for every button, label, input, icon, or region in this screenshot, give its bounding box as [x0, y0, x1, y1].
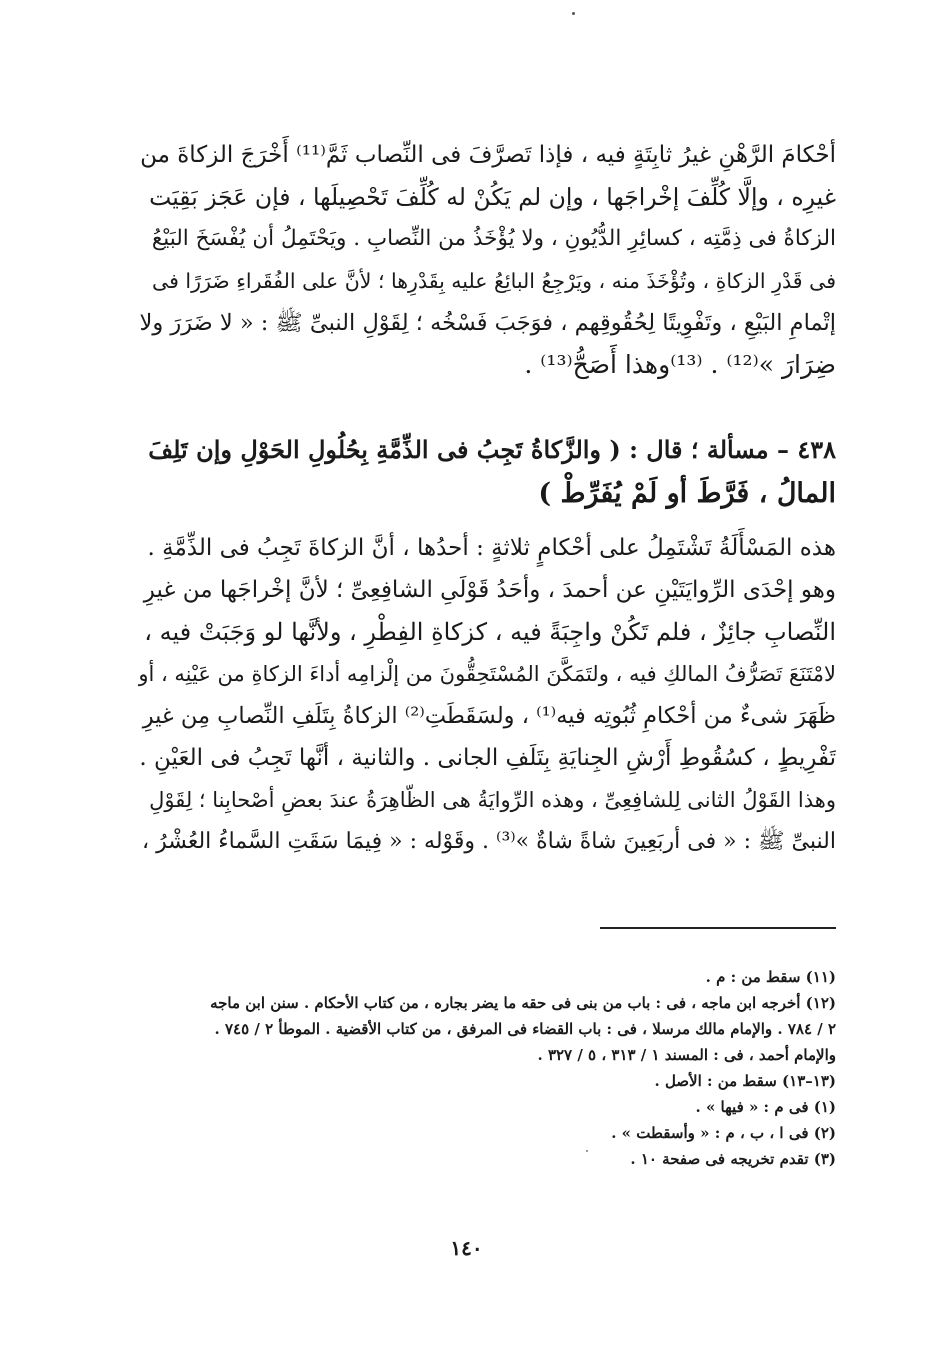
text-line: إتْمامِ البَيْعِ ، وتَفْوِيتًا لِحُقُوقِهم ، فوَجَبَ فَسْخُه ؛ لِقَوْلِ النبىِّ ﷺ : « لا ضَرَرَ ولا: [139, 310, 836, 336]
footnote-separator: [600, 927, 836, 929]
scan-speck: [586, 1150, 588, 1152]
page-number: ١٤٠: [450, 1236, 483, 1260]
scan-speck: [572, 12, 575, 15]
footnote: ٢ / ٧٨٤ . والإمام مالك مرسلا ، فى : باب القضاء فى المرفق ، من كتاب الأقضية . الموطأ ٢ / ٧٤٥ .: [214, 1020, 836, 1038]
footnote: (١١) سقط من : م .: [705, 968, 836, 986]
footnote: (١٢) أخرجه ابن ماجه ، فى : باب من بنى فى حقه ما يضر بجاره ، من كتاب الأحكام . سنن ابن ماجه: [210, 994, 836, 1012]
footnote: (١) فى م : « فيها » .: [695, 1098, 836, 1116]
footnote: (١٣–١٣) سقط من : الأصل .: [654, 1072, 836, 1090]
heading-line: المالُ ، فَرَّطَ أو لَمْ يُفَرِّطْ ): [538, 478, 836, 509]
text-line: وهو إحْدَى الرِّوايَتَيْنِ عن أحمدَ ، وأحَدُ قَوْلَىِ الشافِعِىِّ ؛ لأنَّ إخْراجَها من غيرِ: [143, 577, 836, 603]
text-line: أحْكامَ الرَّهْنِ غيرُ ثابِتَةٍ فيه ، فإذا تَصرَّفَ فى النِّصاب ثَمَّ⁽¹¹⁾ أَخْرَجَ الزكاةَ من: [140, 142, 836, 168]
text-line: الزكاةُ فى ذِمَّتِه ، كسائِرِ الدُّيُونِ ، ولا يُؤْخَذُ من النِّصابِ . ويَحْتَمِلُ أن يُفْسَخَ البَيْعُ: [151, 226, 836, 251]
footnote: (٣) تقدم تخريجه فى صفحة ١٠ .: [630, 1150, 836, 1168]
text-line: وهذا القَوْلُ الثانى لِلشافِعِىِّ ، وهذه الرِّوايَةُ هى الظّاهِرَةُ عندَ بعضِ أصْحابِنا ؛ لِقَوْلِ: [149, 788, 836, 812]
paragraph-discussion: [138, 527, 836, 863]
text-line: النبىِّ ﷺ : « فى أربَعِينَ شاةً شاةٌ »⁽³⁾ . وقَوْله : « فِيمَا سَقَتِ السَّماءُ العُشْرُ ،: [141, 829, 836, 854]
text-line: غيرِه ، وإلَّا كُلِّفَ إخْراجَها ، وإن لم يَكُنْ له كُلِّفَ تَحْصِيلَها ، فإن عَجَز بَقِيَت: [149, 183, 836, 211]
text-line: لامْتَنَعَ تَصَرُّفُ المالكِ فيه ، ولتَمَكَّنَ المُسْتَحِقُّونَ من إلْزامِه أداءَ الزكاةِ من عَيْنِه ، أو: [138, 662, 836, 686]
paragraph-continuation: [138, 134, 836, 386]
footnotes: [138, 964, 836, 1172]
issue-heading: [138, 428, 836, 516]
text-line: ضِرَارَ »⁽¹²⁾ . ⁽¹³⁾وهذا أَصَحُّ⁽¹³⁾ .: [524, 350, 836, 379]
footnote: والإمام أحمد ، فى : المسند ١ / ٣١٣ ، ٥ / ٣٢٧ .: [537, 1046, 836, 1064]
text-line: النِّصابِ جائِزٌ ، فلم تَكُنْ واجِبَةً فيه ، كزكاةِ الفِطْرِ ، ولأنَّها لو وَجَبَتْ فيه ،: [144, 618, 836, 646]
text-line: تَفْرِيطٍ ، كسُقُوطِ أَرْشِ الجِنايَةِ بِتَلَفِ الجانى . والثانية ، أنَّها تَجِبُ فى العَيْنِ .: [139, 745, 836, 771]
footnote: (٢) فى ا ، ب ، م : « وأسقطت » .: [611, 1124, 836, 1142]
text-line: هذه المَسْأَلَةُ تَشْتَمِلُ على أحْكامٍ ثلاثةٍ : أحدُها ، أنَّ الزكاةَ تَجِبُ فى الذِّمَّةِ .: [147, 535, 836, 561]
heading-line: ٤٣٨ – مسألة ؛ قال : ( والزَّكاةُ تَجِبُ فى الذِّمَّةِ بِحُلُولِ الحَوْلِ وإن تَلِفَ: [148, 435, 836, 464]
text-line: ظَهَرَ شىءٌ من أحْكامِ ثُبُوتِه فيه⁽¹⁾ ، ولسَقَطَتِ⁽²⁾ الزكاةُ بِتَلَفِ النِّصابِ مِن غيرِ: [142, 703, 836, 729]
text-line: فى قَدْرِ الزكاةِ ، وتُؤْخَذَ منه ، ويَرْجِعُ البائِعُ عليه بِقَدْرِها ؛ لأنَّ على الفُقَراءِ ضَرَرًا فى: [152, 269, 836, 293]
